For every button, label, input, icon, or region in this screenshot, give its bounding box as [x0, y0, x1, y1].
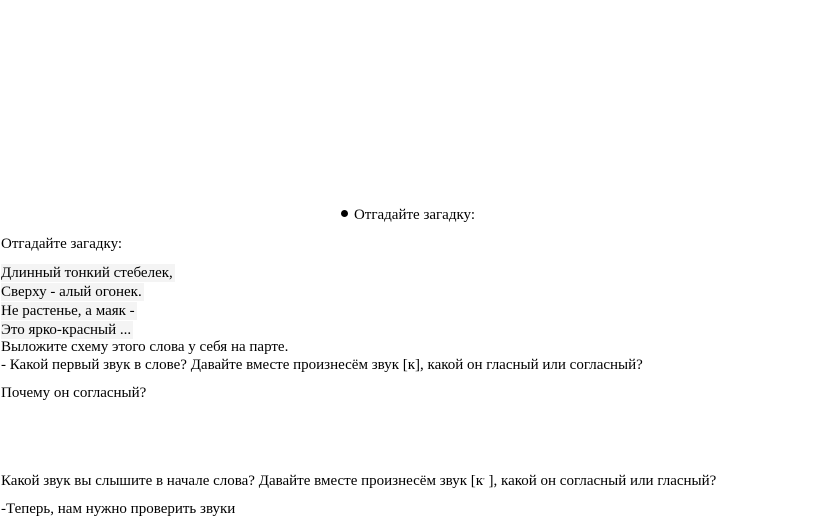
closing-text: -Теперь, нам нужно проверить звуки [1, 501, 236, 517]
riddle-line-2 [1, 283, 144, 301]
intro-text: Отгадайте загадку: [1, 236, 123, 252]
instruction-text: Выложите схему этого слова у себя на парте. [1, 339, 289, 355]
riddle-line-1-text: Длинный тонкий стебелек, [1, 265, 173, 281]
bullet-heading: Отгадайте загадку: [353, 207, 476, 223]
bullet-icon [341, 210, 348, 217]
question-initial-sound-start: Какой звук вы слышите в начале слова? Давайте вместе произнесём звук [к [1, 473, 484, 489]
riddle-line-2-text: Сверху - алый огонек. [1, 284, 142, 300]
riddle-line-1 [1, 264, 175, 282]
question-initial-sound [1, 472, 716, 490]
riddle-line-4-text: Это ярко-красный ... [1, 322, 132, 338]
question-initial-sound-end: ], какой он согласный или гласный? [484, 473, 717, 489]
riddle-line-4 [1, 321, 133, 339]
riddle-line-3 [1, 302, 137, 320]
riddle-line-3-text: Не растенье, а маяк - [1, 303, 135, 319]
bullet-heading-row [0, 206, 816, 224]
question-why-consonant: Почему он согласный? [1, 385, 147, 401]
question-first-sound: - Какой первый звук в слове? Давайте вместе произнесём звук [к], какой он гласный или согласный? [1, 357, 643, 373]
softness-mark: , [483, 473, 485, 481]
